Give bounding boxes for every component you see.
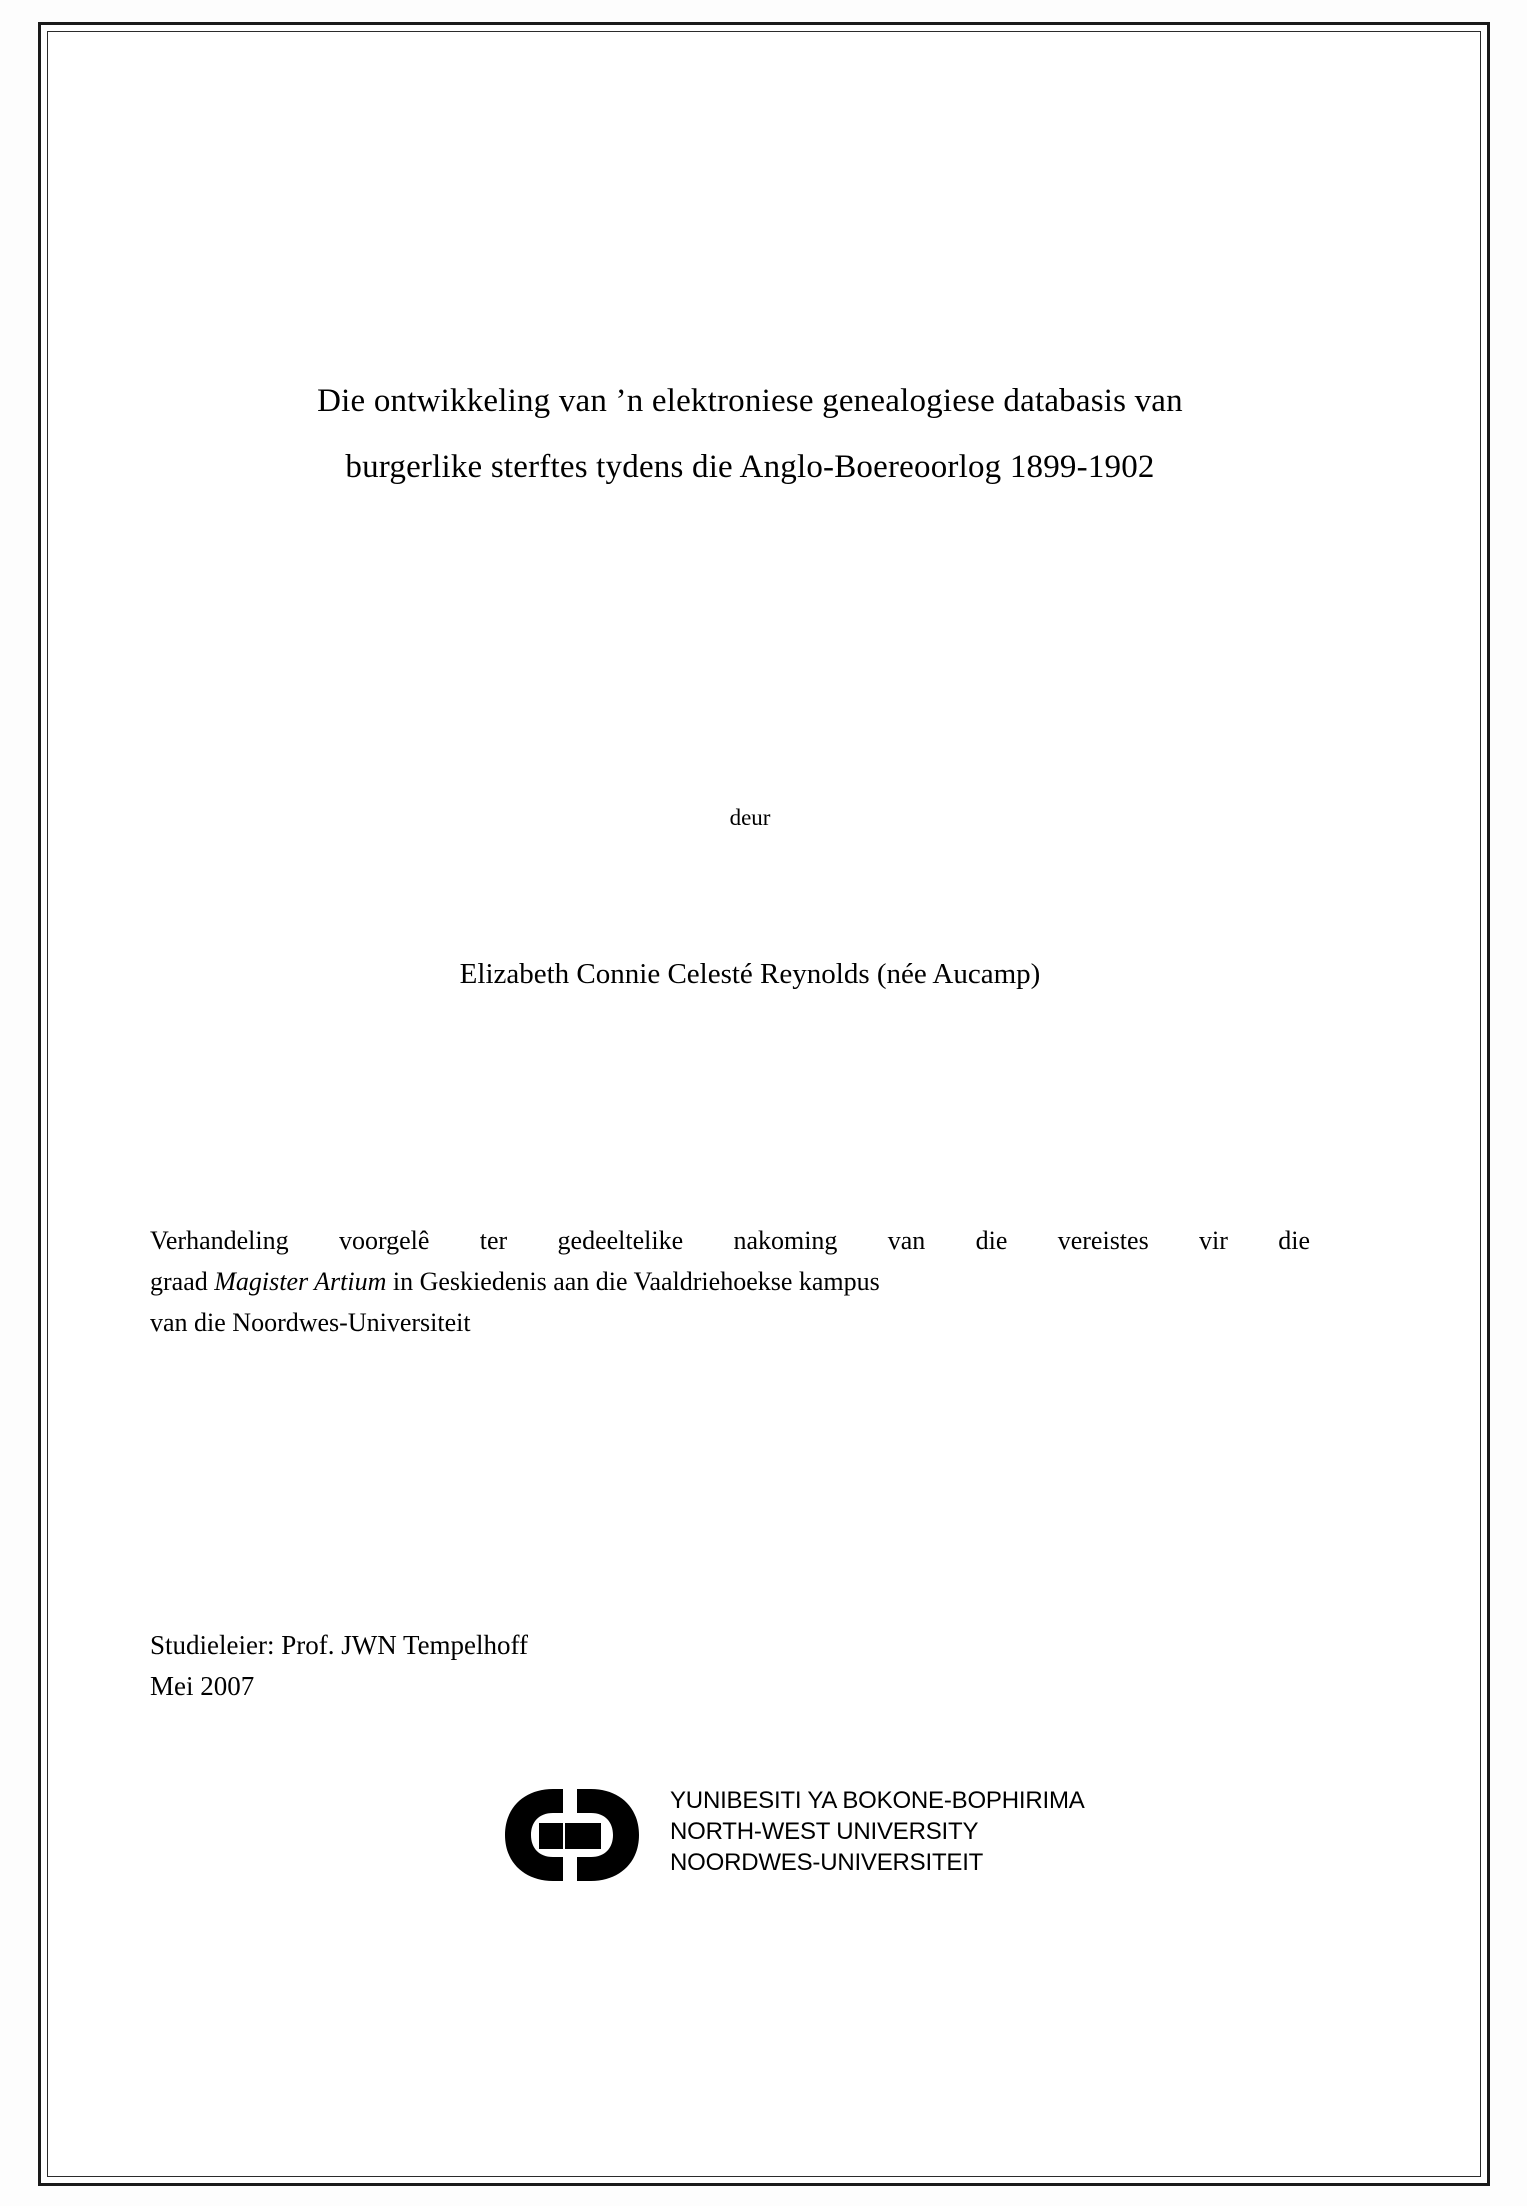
title-line-1: Die ontwikkeling van ’n elektroniese genealogiese databasis van [317,383,1183,419]
degree-statement-line-2-post: in Geskiedenis aan die Vaaldriehoekse kampus [386,1267,880,1296]
thesis-title [150,368,1350,500]
supervisor-block [150,1625,1150,1707]
university-logo [470,1775,1230,1905]
by-label: deur [729,805,771,830]
logo-text-line-1: YUNIBESITI YA BOKONE-BOPHIRIMA [670,1787,1085,1814]
degree-statement-line-3: van die Noordwes-Universiteit [150,1308,471,1337]
university-logo-text [670,1785,1085,1878]
degree-statement-line-2 [150,1261,1310,1302]
nwu-logo-icon [495,1783,655,1887]
degree-name-italic: Magister Artium [214,1267,387,1296]
author-name: Elizabeth Connie Celesté Reynolds (née Aucamp) [459,958,1041,990]
degree-statement-line-2-pre: graad [150,1267,215,1296]
date-line: Mei 2007 [150,1671,255,1701]
degree-statement-line-1: Verhandeling voorgelê ter gedeeltelike nakoming van die vereistes vir die [150,1226,1310,1255]
supervisor-line: Studieleier: Prof. JWN Tempelhoff [150,1630,529,1660]
title-line-2: burgerlike sterftes tydens die Anglo-Boereoorlog 1899-1902 [345,449,1155,485]
logo-text-line-2: NORTH-WEST UNIVERSITY [670,1818,979,1845]
title-page-content [150,0,1370,2206]
logo-text-line-3: NOORDWES-UNIVERSITEIT [670,1849,984,1876]
degree-statement [150,1220,1310,1343]
